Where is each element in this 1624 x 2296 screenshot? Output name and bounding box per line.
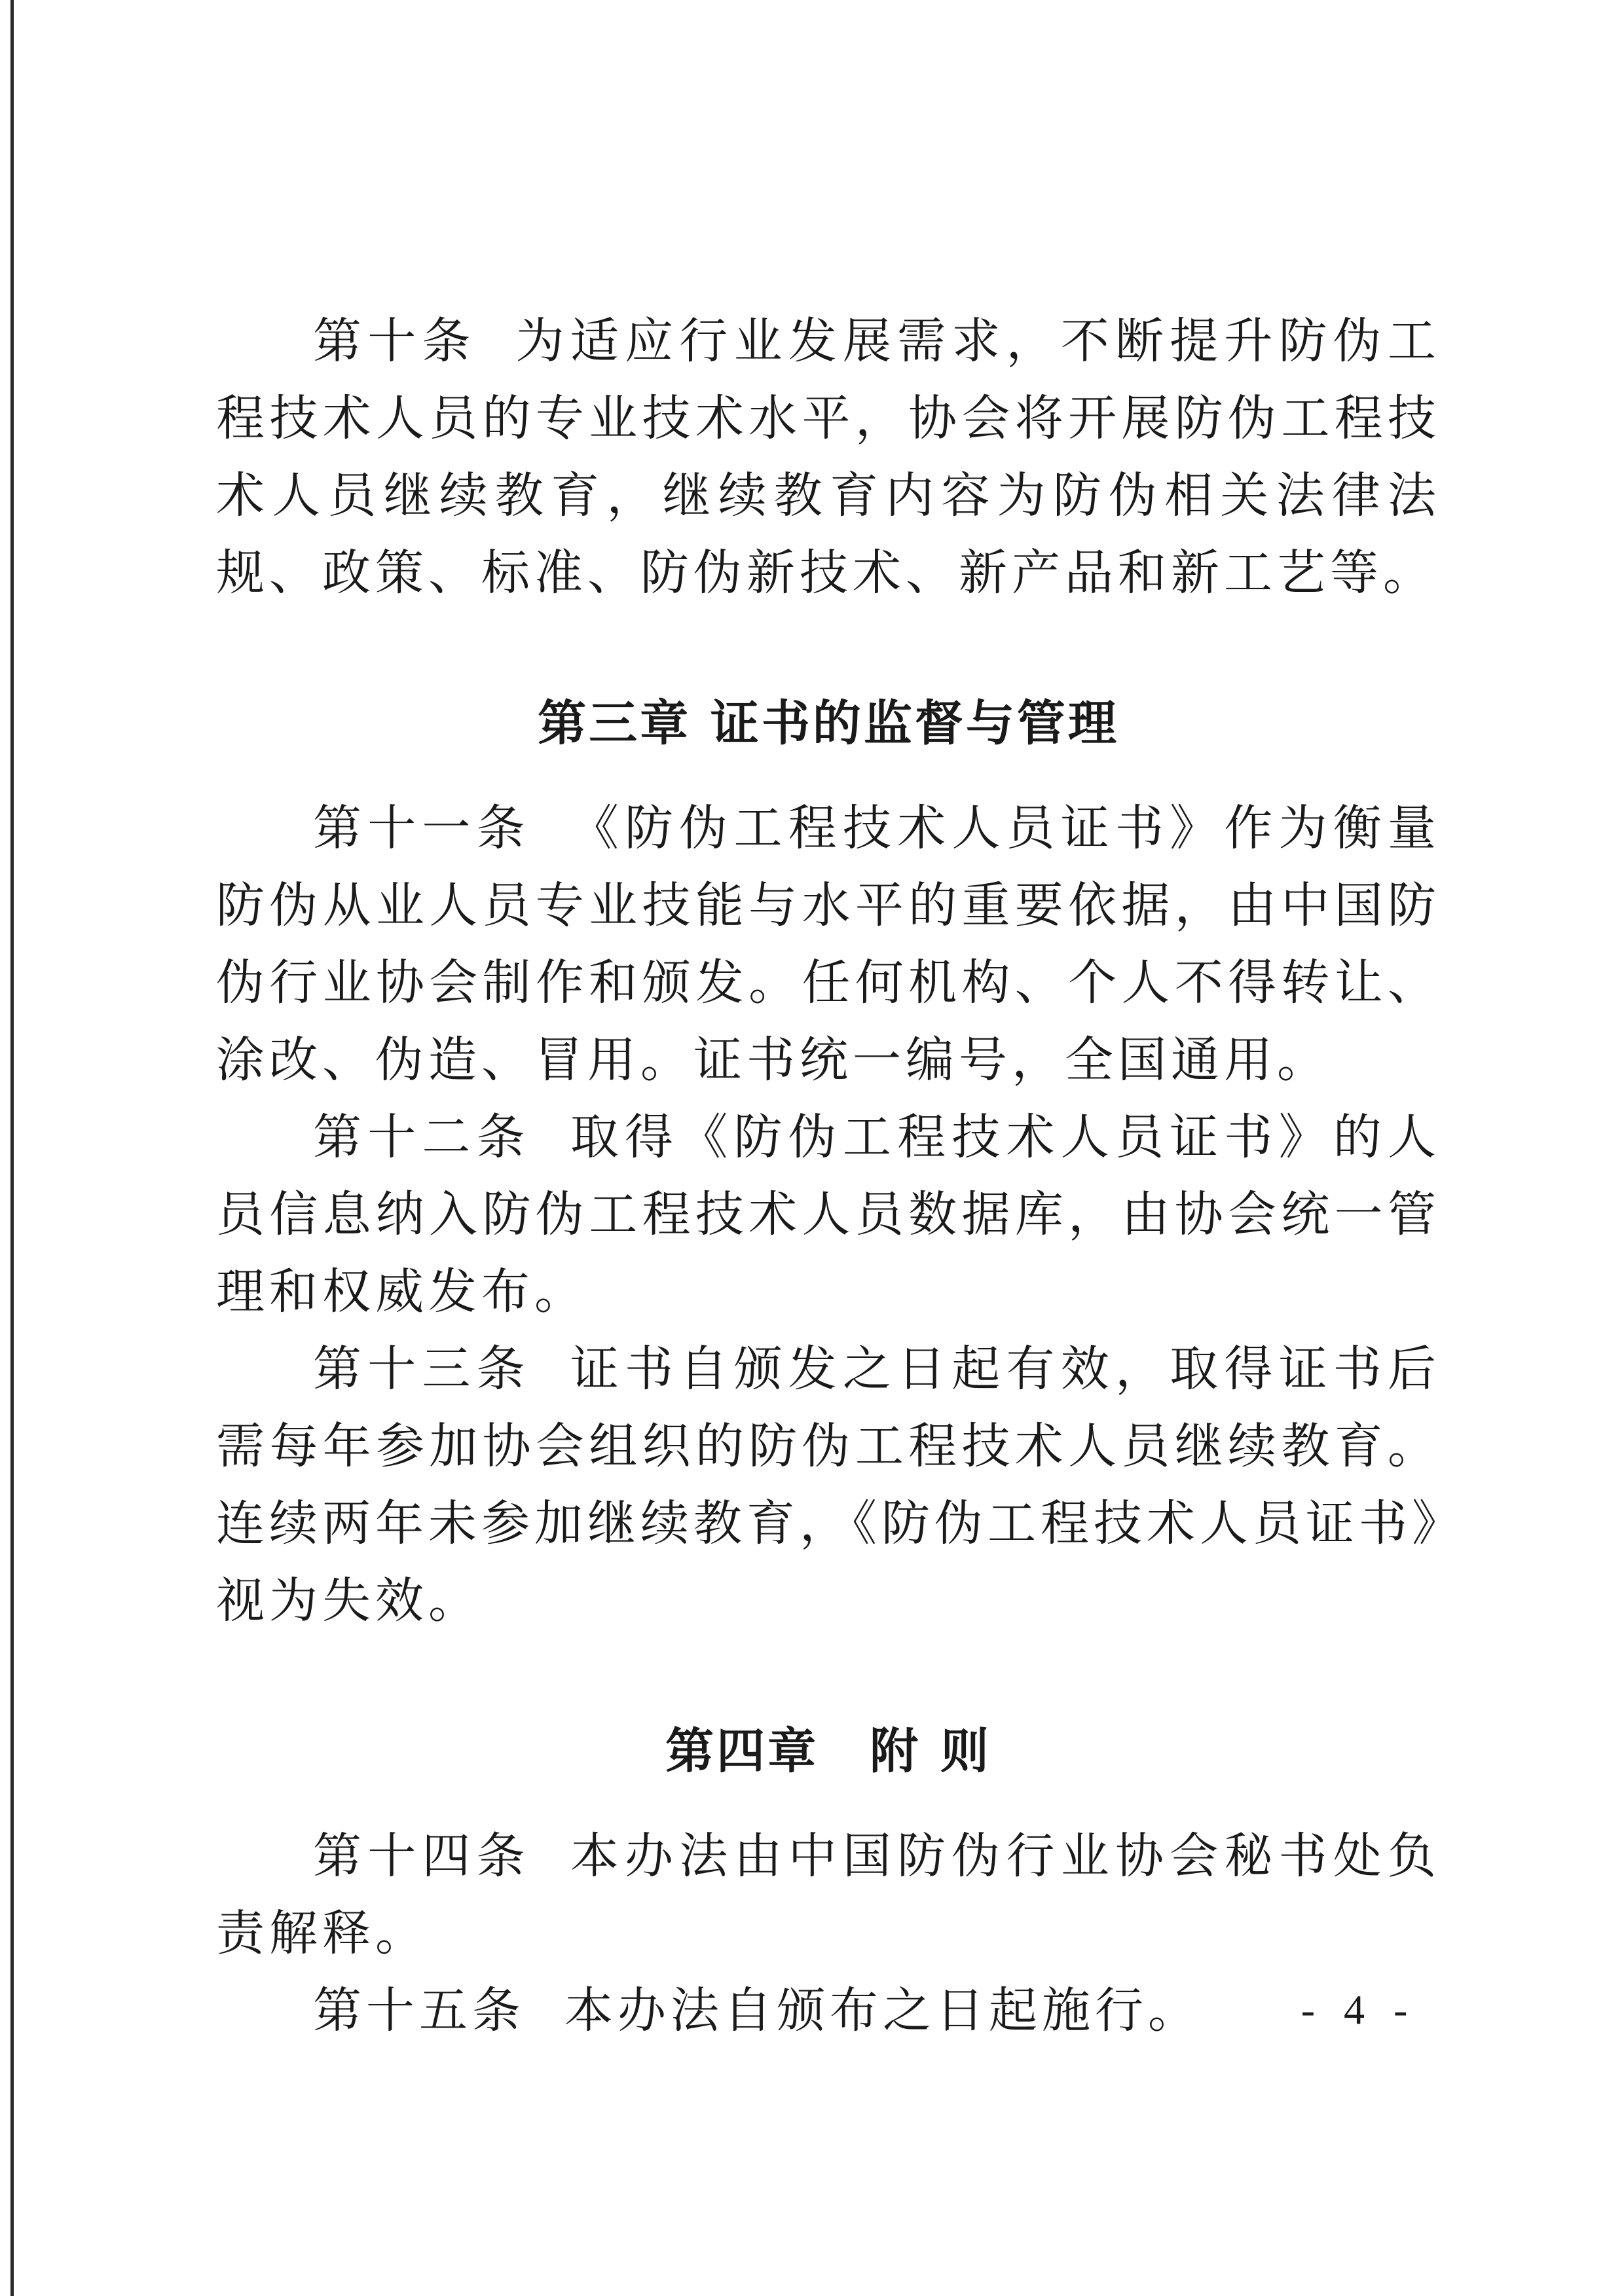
article-text: 本办法自颁布之日起施行。 [564,1982,1201,2039]
article-14 [216,1817,1441,1972]
article-15 [216,1972,1441,2049]
article-text: 证书自颁发之日起有效，取得证书后需每年参加协会组织的防伪工程技术人员继续教育。连续两年未参加继续教育，《防伪工程技术人员证书》视为失效。 [216,1341,1441,1629]
chapter-3-title: 第三章 证书的监督与管理 [538,695,1119,752]
document-body [216,302,1441,2049]
chapter-4-title: 第四章 附 则 [665,1723,991,1779]
article-label: 第十条 [313,313,477,369]
article-label: 第十四条 [313,1828,531,1884]
scan-page-edge [10,0,14,2296]
article-text: 《防伪工程技术人员证书》作为衡量防伪从业人员专业技能与水平的重要依据，由中国防伪行业协会制作和颁发。任何机构、个人不得转让、涂改、伪造、冒用。证书统一编号，全国通用。 [216,800,1441,1088]
article-label: 第十五条 [313,1982,525,2039]
article-text: 为适应行业发展需求，不断提升防伪工程技术人员的专业技术水平，协会将开展防伪工程技术人员继续教育，继续教育内容为防伪相关法律法规、政策、标准、防伪新技术、新产品和新工艺等。 [216,313,1441,601]
article-11 [216,790,1441,1099]
article-text: 取得《防伪工程技术人员证书》的人员信息纳入防伪工程技术人员数据库，由协会统一管理和权威发布。 [216,1109,1441,1320]
article-text: 本办法由中国防伪行业协会秘书处负责解释。 [216,1828,1441,1961]
article-label: 第十一条 [313,800,531,856]
article-13 [216,1330,1441,1639]
page-number: - 4 - [1301,1986,1417,2033]
article-12 [216,1099,1441,1330]
article-label: 第十二条 [313,1109,531,1165]
article-10 [216,302,1441,611]
article-label: 第十三条 [313,1341,531,1397]
